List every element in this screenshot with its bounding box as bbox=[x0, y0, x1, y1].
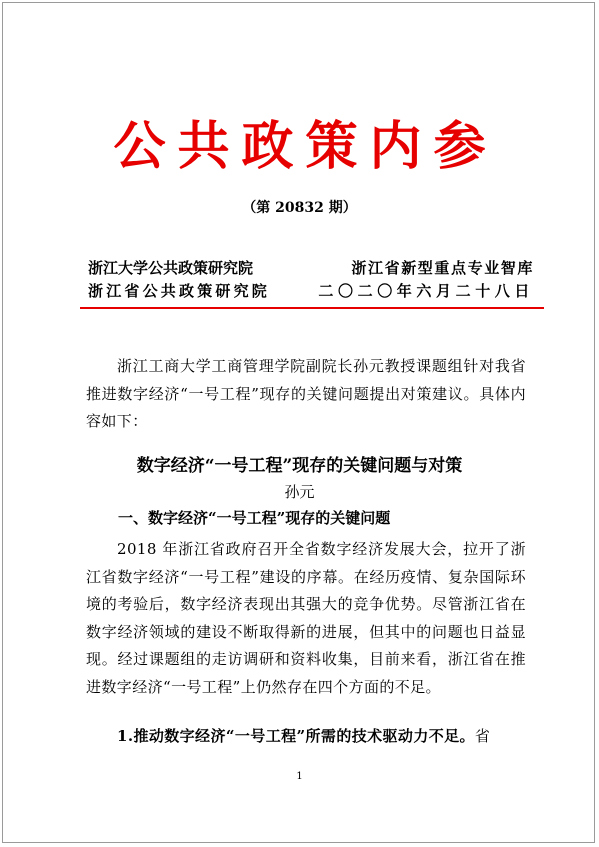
intro-paragraph: 浙江工商大学工商管理学院副院长孙元教授课题组针对我省推进数字经济“一号工程”现存的关键问题提出对策建议。具体内容如下： bbox=[86, 357, 526, 430]
article-title: 数字经济“一号工程”现存的关键问题与对策 bbox=[136, 456, 463, 476]
issue-number: （第 20832 期） bbox=[242, 200, 357, 216]
section-heading: 一、数字经济“一号工程”现存的关键问题 bbox=[118, 509, 391, 527]
masthead-title: 公共政策内参 bbox=[113, 116, 498, 177]
header-divider bbox=[80, 307, 544, 309]
publisher-name-2: 浙江省公共政策研究院 bbox=[88, 282, 271, 300]
body-paragraph: 2018 年浙江省政府召开全省数字经济发展大会，拉开了浙江省数字经济“一号工程”建设的序幕。在经历疫情、复杂国际环境的考验后，数字经济表现出其强大的竞争优势。尽管浙江省在数字经济领域的建设不断取得新的进展，但其中的问题也日益显现。经过课题组的走访调研和资料收集，目前来看，浙江省在推进数字经济“一号工程”上仍然存在四个方面的不足。 bbox=[86, 540, 526, 696]
think-tank-label: 浙江省新型重点专业智库 bbox=[351, 259, 534, 277]
point-1-text: 省 bbox=[474, 727, 491, 745]
publication-date: 二〇二〇年六月二十八日 bbox=[318, 282, 534, 300]
page-number: 1 bbox=[296, 771, 303, 782]
point-1-heading: 1.推动数字经济“一号工程”所需的技术驱动力不足。 bbox=[117, 727, 475, 745]
point-1-paragraph bbox=[86, 723, 526, 751]
article-author: 孙元 bbox=[284, 483, 315, 501]
publisher-name-1: 浙江大学公共政策研究院 bbox=[88, 259, 254, 277]
